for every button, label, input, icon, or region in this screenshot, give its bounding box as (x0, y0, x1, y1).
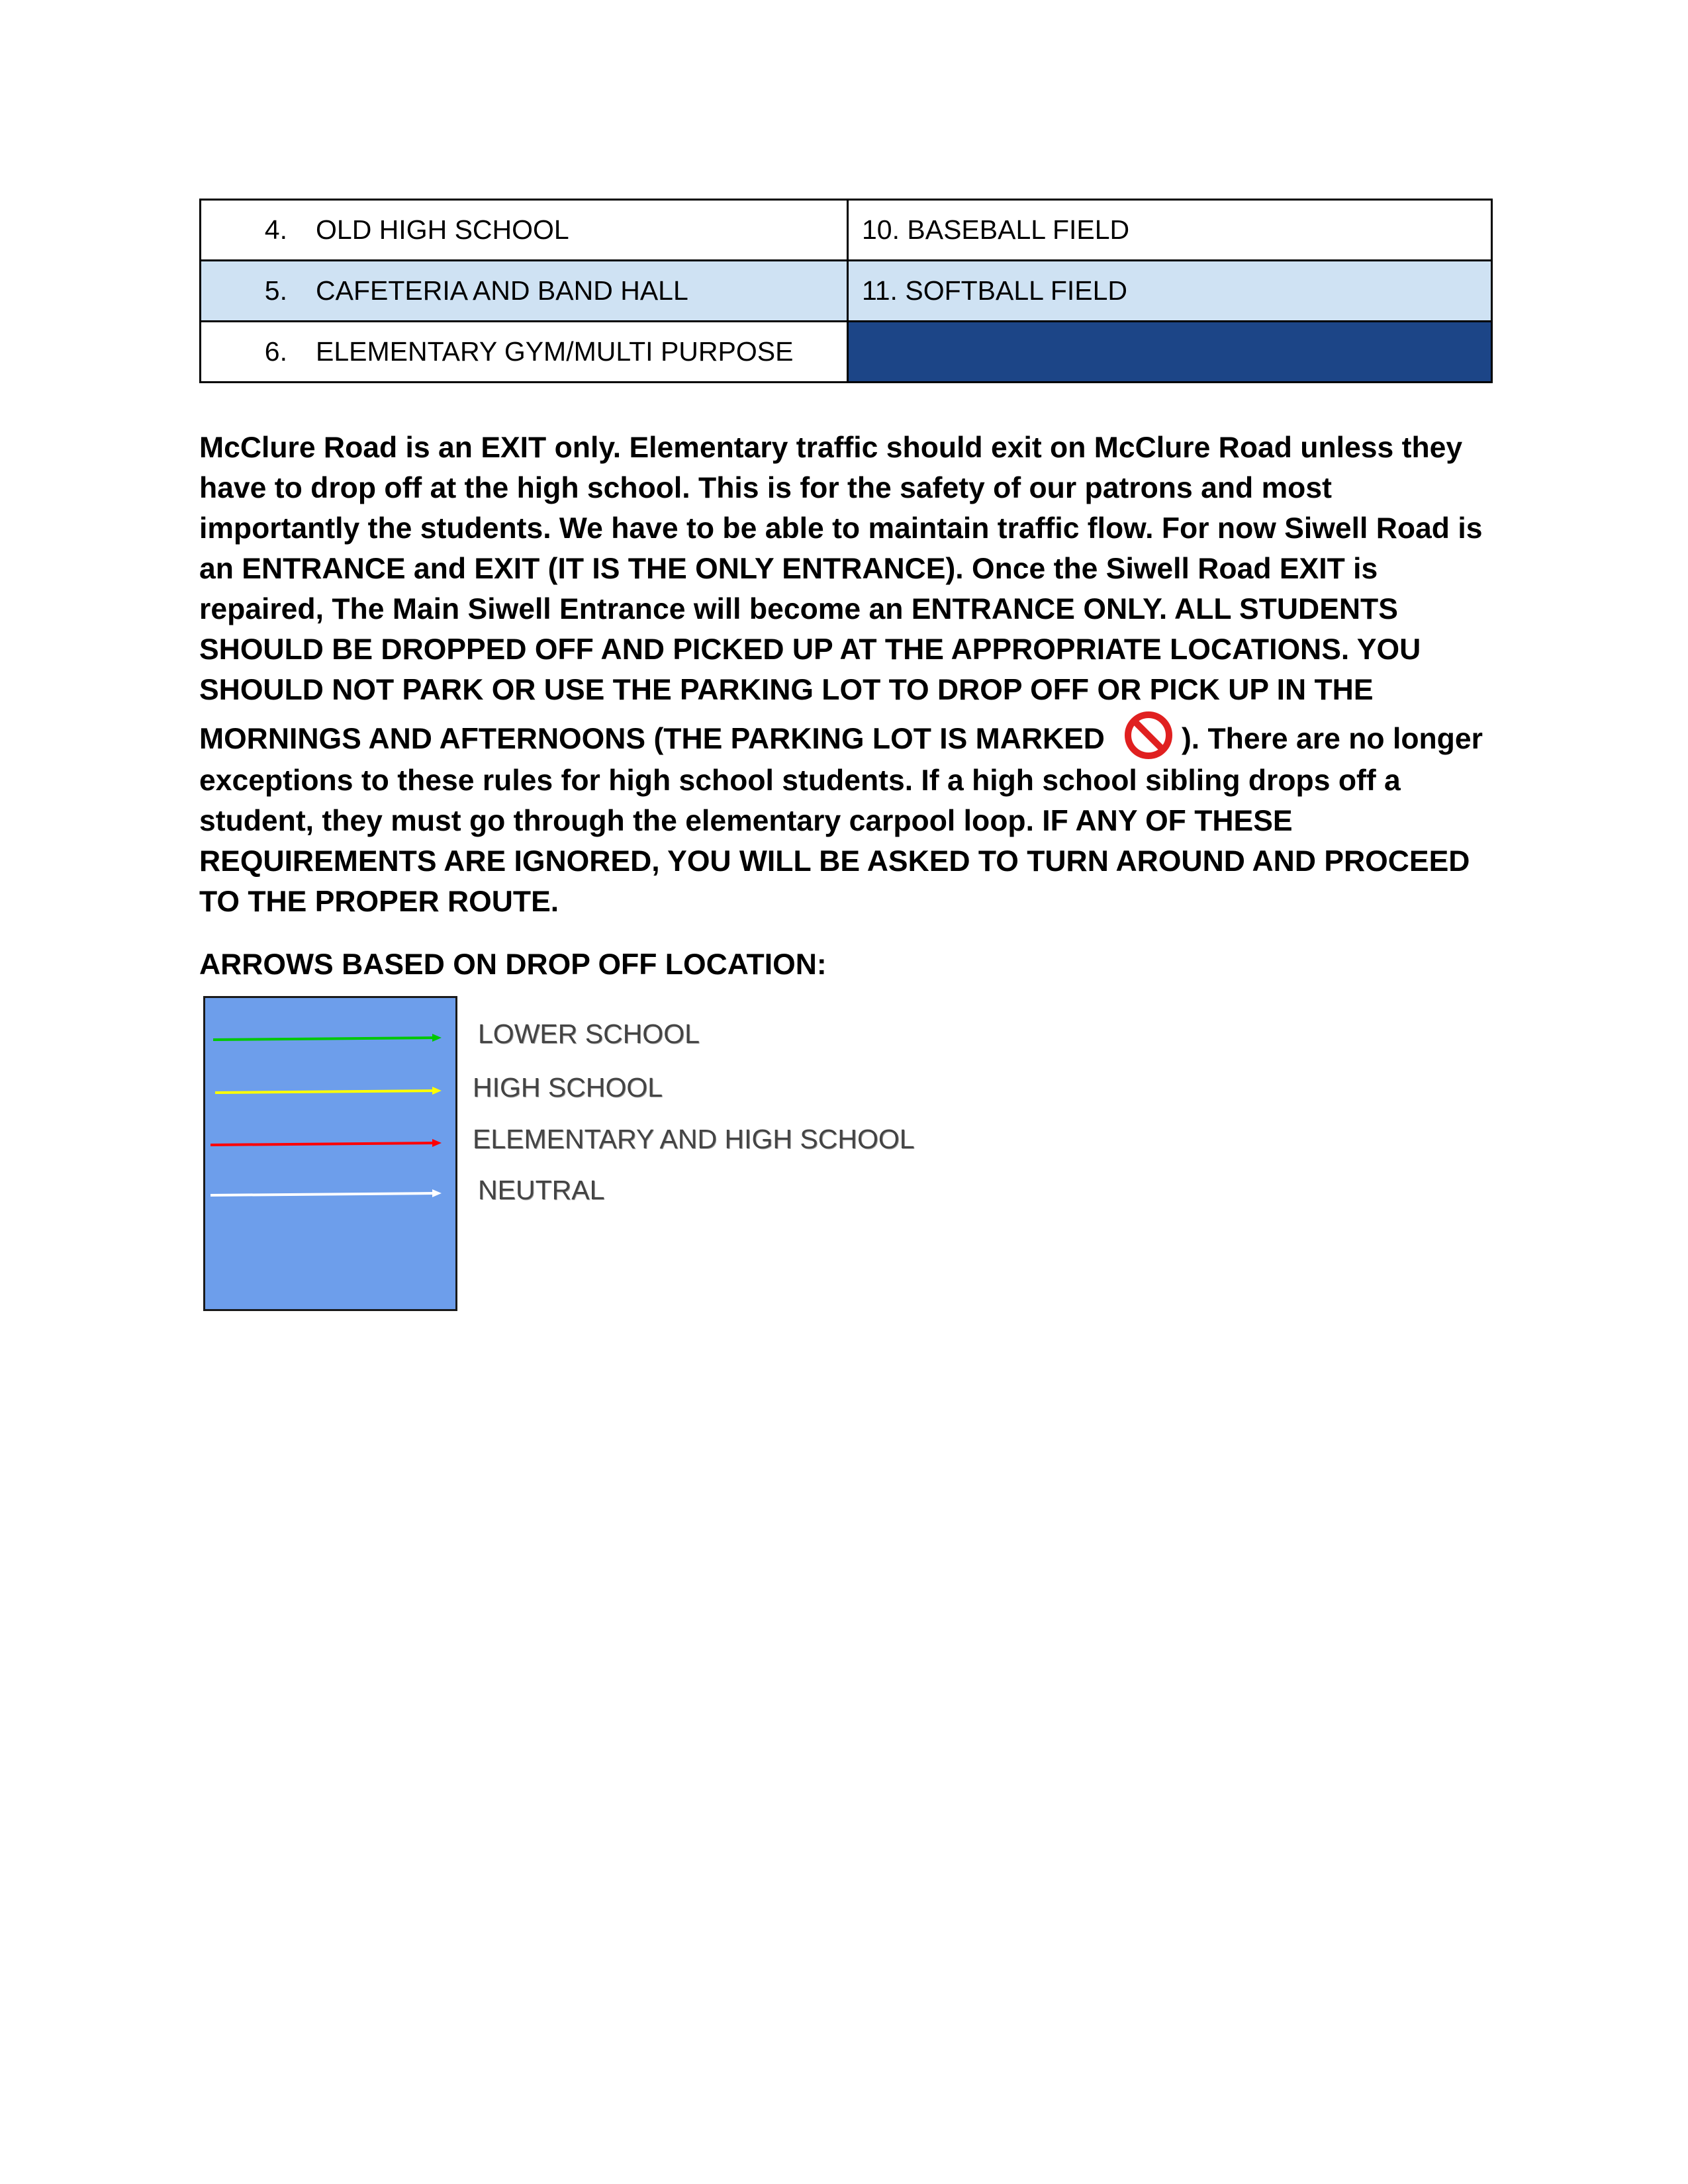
item-label: OLD HIGH SCHOOL (316, 214, 569, 245)
table-row (201, 322, 1492, 383)
legend-label-high-school: HIGH SCHOOL (473, 1072, 663, 1103)
notice-text: McClure Road is an EXIT only. Elementary traffic should exit on McClure Road unless they have to drop off at the high school. This is for the safety of our patrons and most importantly the students. We have to be able to maintain traffic flow. For now Siwell Road is an ENTRANCE and EXIT (IT IS THE ONLY ENTRANCE). Once the Siwell Road EXIT is repaired, The Main Siwell Entrance will become an ENTRANCE ONLY. ALL STUDENTS SHOULD BE DROPPED OFF AND PICKED UP AT THE APPROPRIATE LOCATIONS. YOU SHOULD NOT PARK OR USE THE PARKING LOT TO DROP OFF OR PICK UP IN THE MORNINGS AND AFTERNOONS (THE PARKING LOT IS MARKED (199, 432, 1483, 755)
item-number: 5. (264, 275, 287, 306)
notice-text-continued: ). There are no longer exceptions to these rules for high school students. If a high school sibling drops off a student, they must go through the elementary carpool loop. IF ANY OF THESE REQUIREMENTS ARE IGNORED, YOU WILL BE ASKED TO TURN AROUND AND PROCEED TO THE PROPER ROUTE. (199, 723, 1483, 918)
item-label: ELEMENTARY GYM/MULTI PURPOSE (316, 336, 794, 367)
red-arrow (211, 1139, 442, 1147)
traffic-notice (199, 428, 1497, 922)
table-cell (201, 322, 848, 383)
locations-table (199, 199, 1493, 383)
item-label: 10. BASEBALL FIELD (862, 214, 1130, 245)
white-arrow (211, 1189, 442, 1197)
table-cell (848, 200, 1492, 261)
green-arrow (213, 1034, 442, 1042)
legend-label-elementary-and-high-school: ELEMENTARY AND HIGH SCHOOL (473, 1124, 915, 1154)
arrow-legend-box (203, 996, 457, 1311)
table-cell (201, 261, 848, 322)
item-number: 6. (264, 336, 287, 367)
legend-label-lower-school: LOWER SCHOOL (478, 1019, 700, 1049)
table-row (201, 261, 1492, 322)
no-entry-icon (1122, 710, 1175, 760)
empty-dark-cell (848, 322, 1492, 383)
arrows-heading: ARROWS BASED ON DROP OFF LOCATION: (199, 948, 827, 981)
arrow-legend-svg (205, 998, 455, 1309)
table-cell (848, 261, 1492, 322)
legend-label-neutral: NEUTRAL (478, 1175, 605, 1205)
item-label: CAFETERIA AND BAND HALL (316, 275, 688, 306)
yellow-arrow (215, 1087, 442, 1095)
item-label: 11. SOFTBALL FIELD (862, 275, 1128, 306)
table-cell (201, 200, 848, 261)
item-number: 4. (264, 214, 287, 245)
table-row (201, 200, 1492, 261)
